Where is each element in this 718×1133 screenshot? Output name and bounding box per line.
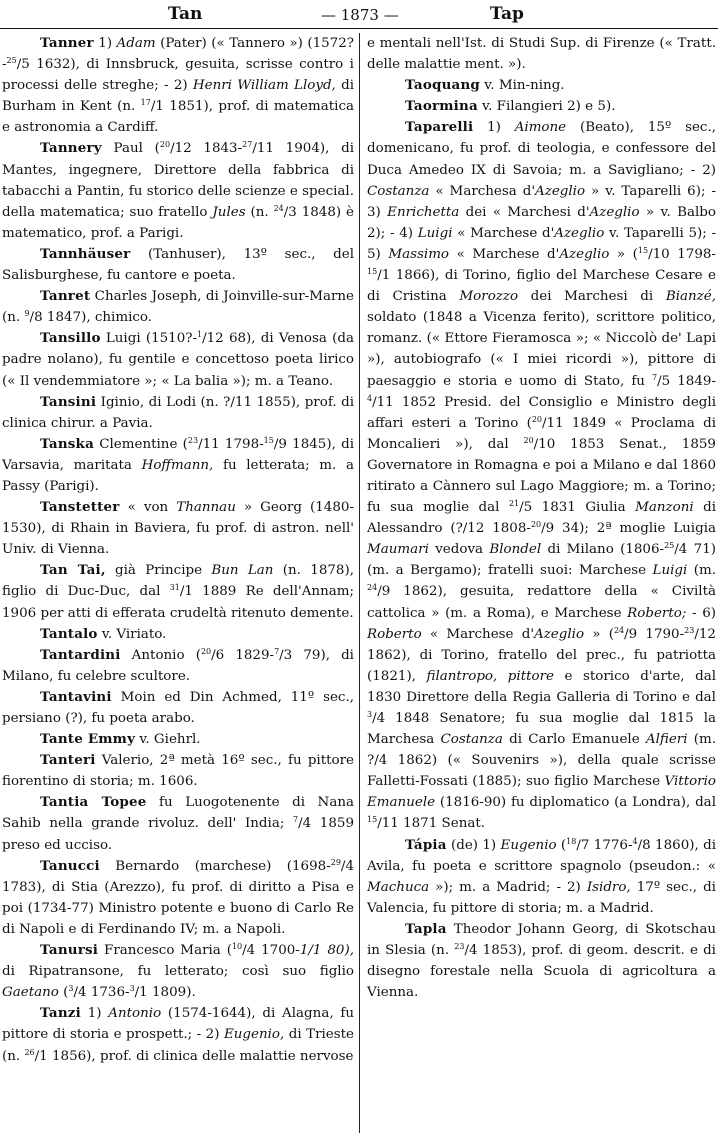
entry-text: (Pater) (« Tannero ») (1572?-: [2, 36, 354, 73]
superscript: 10: [231, 942, 243, 952]
left-column: [2, 33, 354, 1067]
entry-text: /3 79), di Milano, fu celebre scultore.: [2, 647, 354, 684]
entry-headword: Tanucci: [40, 857, 100, 874]
entry-text: /11 1904), di Mantes, ingegnere, Direttore della fabbrica di tabacchi a Pantin, fu storico delle scienze e special. della matematica; suo fratello: [2, 141, 355, 220]
italic-text: Azeglio: [589, 204, 640, 220]
italic-text: Aimone: [514, 120, 567, 136]
italic-text: Azeglio: [535, 183, 586, 199]
italic-text: Costanza: [440, 732, 503, 748]
italic-text: Vittorio Emanuele: [367, 774, 716, 811]
entry-text: /3 1848) è matematico, prof. a Parigi.: [2, 204, 354, 241]
entry-text: di Alessandro (?/12 1808-: [367, 500, 717, 537]
entry-text: (m.: [687, 563, 717, 579]
entry-headword: Tantavini: [40, 688, 112, 705]
right-column: [367, 33, 716, 1003]
entry-headword: Taormina: [405, 98, 478, 115]
superscript: 4: [367, 393, 373, 403]
entry-text: /11 1852 Presid. del Consiglio e Ministro degli affari esteri a Torino (: [367, 394, 716, 431]
italic-text: Isidro,: [586, 879, 631, 895]
entry-text: /7 1776-: [576, 837, 633, 853]
entry-text: v. Taparelli 5); - 5): [367, 225, 716, 262]
superscript: 20: [159, 140, 171, 150]
entry-text: /11 1849 « Proclama di Moncalieri »), dal: [367, 415, 716, 452]
superscript: 23: [187, 435, 199, 445]
dictionary-entry: [2, 560, 354, 623]
superscript: 31: [169, 583, 180, 593]
entry-text: /10 1853 Senat., 1859 Governatore in Romagna e poi a Milano e dal 1860 ritirato a Cànnero sul Lago Maggiore; m. a Torino; fu sua moglie dal: [367, 436, 716, 516]
entry-text: Bernardo (marchese) (1698-: [99, 858, 331, 874]
entry-headword: Tápia: [405, 836, 447, 853]
entry-text: /8 1860), di Avila, fu poeta e scrittore spagnolo (pseudon.: «: [367, 837, 717, 874]
superscript: 20: [530, 520, 542, 530]
entry-headword: Tantia Topee: [40, 794, 147, 811]
entry-text: » (: [584, 626, 614, 642]
dictionary-entry: [2, 244, 354, 286]
italic-text: Alfieri: [645, 732, 688, 748]
entry-text: » (: [609, 246, 638, 262]
entry-text: /5 1849-: [657, 373, 716, 389]
entry-text: /4 1783), di Stia (Arezzo), fu prof. di diritto a Pisa e poi (1734-77) Ministro potente e buono di Carlo Re di Napoli e di Ferdinando IV; m. a Napoli.: [2, 858, 354, 937]
superscript: 7: [293, 815, 299, 825]
entry-headword: Tapla: [405, 920, 447, 937]
superscript: 3: [68, 984, 74, 994]
dictionary-entry: [2, 792, 354, 855]
italic-text: Luigi: [417, 225, 453, 241]
superscript: 9: [24, 309, 30, 319]
italic-text: Costanza: [367, 183, 430, 199]
superscript: 3: [129, 984, 135, 994]
entry-text: di Milano (1806-: [541, 542, 665, 558]
italic-text: Manzoni: [635, 500, 694, 516]
entry-text: Charles Joseph, di Joinville-sur-Marne (n.: [2, 289, 354, 326]
entry-text: /4 1853), prof. di geom. descrit. e di disegno forestale nella Scuola di agricoltura a Vienna.: [367, 943, 716, 1001]
superscript: 17: [140, 98, 151, 108]
page-number: — 1873 —: [321, 6, 399, 24]
italic-text: Azeglio: [559, 246, 610, 262]
italic-text: Antonio: [108, 1006, 162, 1022]
italic-text: Bianzé,: [665, 289, 716, 305]
entry-headword: Tansillo: [40, 330, 101, 347]
dictionary-entry: [2, 624, 354, 645]
entry-text: dei Marchesi di: [518, 289, 666, 305]
superscript: 3: [367, 710, 373, 719]
entry-text: (1574-1644), di Alagna, fu pittore di storia e prospett.; - 2): [2, 1006, 354, 1043]
entry-text: » v. Balbo 2); - 4): [367, 204, 716, 241]
superscript: 21: [508, 499, 520, 509]
superscript: 24: [367, 583, 378, 593]
entry-text: (Tanhuser), 13º sec., del Salisburghese, fu cantore e poeta.: [2, 246, 354, 284]
entry-text: /4 1848 Senatore; fu sua moglie dal 1815 la Marchesa: [367, 711, 716, 748]
header-right-word: Tap: [490, 4, 524, 24]
italic-text: Machuca: [367, 879, 430, 895]
superscript: 15: [367, 815, 378, 825]
entry-text: /9 1845), di Varsavia, maritata: [2, 436, 354, 473]
italic-text: Massimo: [388, 246, 450, 262]
superscript: 1: [197, 330, 203, 340]
entry-text: /1 1856), prof. di clinica delle malattie nervose: [34, 1048, 354, 1064]
dictionary-entry: [2, 940, 354, 1003]
italic-text: Eugenio,: [223, 1027, 285, 1043]
dictionary-entry: [2, 286, 354, 328]
entry-headword: Tante Emmy: [40, 731, 136, 748]
entry-text: Antonio (: [120, 647, 201, 663]
superscript: 20: [200, 646, 212, 656]
entry-text: di Burham in Kent (n.: [2, 78, 355, 115]
entry-text: di Trieste (n.: [2, 1027, 355, 1064]
dictionary-entry: [367, 117, 716, 834]
dictionary-entry: [2, 729, 354, 750]
entry-text: /11 1798-: [198, 436, 264, 452]
entry-text: (Beato), 15º sec., domenicano, fu prof. di teologia, e confessore del Duca Amedeo IX di Savoia; m. a Savigliano; - 2): [367, 120, 716, 178]
italic-text: 1/1 80),: [299, 943, 354, 959]
entry-text: v. Viriato.: [97, 626, 167, 642]
superscript: 26: [24, 1047, 35, 1057]
entry-text: /4 1736-: [73, 985, 130, 1001]
entry-text: /11 1871 Senat.: [377, 816, 486, 832]
entry-text: »); m. a Madrid; - 2): [429, 879, 587, 895]
entry-headword: Tanstetter: [40, 499, 120, 516]
entry-headword: Tanska: [40, 435, 94, 452]
entry-text: (: [58, 985, 69, 1001]
italic-text: Bun Lan: [211, 563, 274, 579]
entry-text: (1816-90) fu diplomatico (a Londra), dal: [435, 795, 716, 811]
entry-text: » v. Taparelli 6); - 3): [367, 183, 716, 220]
entry-headword: Tan Tai,: [40, 562, 106, 579]
italic-text: Henri William Lloyd,: [192, 78, 336, 94]
dictionary-entry: [2, 645, 354, 687]
entry-text: /12 68), di Venosa (da padre nolano), fu gentile e concettoso poeta lirico (« Il vendemmiatore »; « La balia »); m. a Teano.: [2, 331, 354, 389]
superscript: 27: [242, 140, 253, 150]
entry-headword: Tantalo: [40, 625, 98, 642]
entry-text: /5 1632), di Innsbruck, gesuita, scrisse contro i processi delle streghe; - 2): [2, 57, 354, 94]
entry-text: e mentali nell'Ist. di Studi Sup. di Firenze (« Tratt. delle malattie ment. »).: [367, 36, 716, 73]
entry-text: di Carlo Emanuele: [502, 732, 646, 748]
column-divider: [359, 33, 360, 1133]
dictionary-entry: [2, 328, 354, 391]
entry-text: vedova: [428, 542, 490, 558]
dictionary-entry: [367, 919, 716, 1003]
dictionary-entry: [2, 33, 354, 138]
entry-text: /9 34); 2ª moglie Luigia: [541, 521, 716, 537]
entry-text: » Georg (1480-1530), di Rhain in Baviera, fu prof. di astron. nell' Univ. di Vienna.: [2, 500, 354, 558]
italic-text: Jules: [212, 204, 246, 220]
superscript: 25: [664, 541, 675, 551]
entry-text: /12 1862), di Torino, fratello del prec., fu patriotta (1821),: [367, 626, 716, 684]
superscript: 18: [566, 836, 577, 846]
entry-text: /1 1866), di Torino, figlio del Marchese Cesare e di Cristina: [367, 268, 716, 305]
entry-text: di Ripatransone, fu letterato; così suo figlio: [2, 964, 354, 980]
entry-text: (m. ?/4 1862) (« Souvenirs »), della quale scrisse Falletti-Fossati (1885); suo figlio Marchese: [367, 732, 716, 790]
entry-text: - 6): [686, 605, 716, 621]
entry-text: e storico d'arte, dal 1830 Direttore della Regia Galleria di Torino e dal: [367, 668, 716, 705]
dictionary-entry: [2, 434, 354, 497]
entry-text: fu letterata; m. a Passy (Parigi).: [2, 457, 354, 494]
entry-text: Luigi (1510?-: [100, 331, 198, 347]
dictionary-entry: [2, 392, 354, 434]
superscript: 7: [274, 646, 280, 656]
entry-text: 1): [80, 1006, 109, 1022]
entry-text: /1 1809).: [134, 985, 196, 1001]
entry-text: v. Min-ning.: [480, 78, 565, 94]
entry-headword: Tannhäuser: [40, 245, 131, 262]
dictionary-entry: [367, 835, 716, 919]
entry-headword: Tanret: [40, 288, 91, 305]
entry-text: /8 1847), chimico.: [29, 310, 153, 326]
italic-text: Roberto;: [627, 605, 687, 621]
entry-headword: Tanner: [40, 35, 94, 51]
header-rule: [0, 28, 718, 29]
italic-text: Roberto: [367, 626, 422, 642]
entry-text: v. Filangieri 2) e 5).: [477, 99, 616, 115]
entry-headword: Tanteri: [40, 752, 96, 769]
superscript: 23: [454, 942, 465, 952]
superscript: 23: [684, 625, 695, 635]
entry-text: v. Giehrl.: [135, 732, 201, 748]
entry-text: /5 1831 Giulia: [519, 500, 636, 516]
dictionary-entry: [2, 1003, 354, 1066]
entry-text: Iginio, di Lodi (n. ?/11 1855), prof. di clinica chirur. a Pavia.: [2, 394, 354, 431]
entry-text: dei « Marchesi d': [459, 204, 590, 220]
dictionary-entry: [367, 33, 716, 75]
superscript: 4: [632, 836, 638, 846]
entry-headword: Taparelli: [405, 119, 474, 136]
entry-text: (de) 1): [446, 837, 501, 853]
superscript: 7: [652, 372, 658, 382]
entry-text: /9 1862), gesuita, redattore della « Civiltà cattolica » (m. a Roma), e Marchese: [367, 584, 716, 621]
entry-text: Francesco Maria (: [98, 943, 232, 959]
entry-text: Moin ed Din Achmed, 11º sec., persiano (?), fu poeta arabo.: [2, 689, 354, 726]
italic-text: Enrichetta: [387, 204, 460, 220]
italic-text: Azeglio: [534, 626, 585, 642]
entry-text: « Marchese d': [421, 626, 535, 642]
entry-text: 1): [93, 36, 117, 51]
dictionary-entry: [367, 75, 716, 96]
entry-text: /4 1859 preso ed ucciso.: [2, 816, 355, 853]
superscript: 20: [531, 414, 543, 424]
entry-text: « Marchese d': [452, 225, 555, 241]
dictionary-entry: [2, 687, 354, 729]
superscript: 20: [523, 435, 534, 445]
italic-text: Blondel: [489, 542, 542, 558]
entry-text: « Marchesa d': [429, 183, 536, 199]
superscript: 15: [263, 435, 274, 445]
italic-text: Morozzo: [459, 289, 519, 305]
entry-text: Valerio, 2ª metà 16º sec., fu pittore fiorentino di storia; m. 1606.: [2, 753, 354, 790]
entry-text: soldato (1848 a Vicenza ferito), scrittore politico, romanz. (« Ettore Fieramosca »; « Niccolò de' Lapi »), autobiografo (« I miei ricordi »), pittore di paesaggio e storia e uomo di Stato, fu: [367, 310, 716, 389]
entry-text: Theodor Johann Georg, di Skotschau in Slesia (n.: [367, 921, 716, 959]
entry-headword: Tansini: [40, 393, 97, 410]
italic-text: Gaetano: [2, 985, 59, 1001]
entry-headword: Tanursi: [40, 942, 99, 959]
entry-text: già Principe: [105, 563, 212, 579]
entry-text: /9 1790-: [624, 626, 685, 642]
entry-text: Paul (: [101, 141, 160, 157]
entry-headword: Tanzi: [40, 1005, 81, 1022]
italic-text: Maumari: [367, 542, 429, 558]
italic-text: Hoffmann,: [141, 457, 214, 473]
entry-text: 17º sec., di Valencia, fu pittore di storia; m. a Madrid.: [367, 879, 716, 916]
entry-text: (n. 1878), figlio di Duc-Duc, dal: [2, 563, 354, 600]
superscript: 24: [613, 625, 625, 635]
italic-text: Adam: [116, 36, 156, 51]
entry-text: (: [556, 837, 567, 853]
italic-text: Eugenio: [500, 837, 557, 853]
superscript: 25: [6, 56, 17, 66]
italic-text: Luigi: [652, 563, 688, 579]
entry-text: /1 1889 Re dell'Annam; 1906 per atti di efferata crudeltà ritenuto demente.: [2, 584, 355, 621]
entry-text: (n.: [245, 204, 274, 220]
dictionary-entry: [367, 96, 716, 117]
entry-headword: Tannery: [40, 140, 102, 157]
entry-text: /10 1798-: [648, 246, 716, 262]
italic-text: filantropo, pittore: [426, 668, 554, 684]
dictionary-entry: [2, 750, 354, 792]
dictionary-entry: [2, 497, 354, 560]
superscript: 15: [367, 267, 378, 277]
superscript: 24: [273, 203, 284, 213]
entry-text: « Marchese d': [449, 246, 560, 262]
entry-text: /12 1843-: [170, 141, 243, 157]
entry-headword: Tantardini: [40, 646, 121, 663]
entry-text: 1): [473, 120, 515, 136]
dictionary-entry: [2, 138, 354, 243]
entry-text: « von: [119, 500, 177, 516]
entry-text: Clementine (: [93, 436, 188, 452]
entry-text: /4 71) (m. a Bergamo); fratelli suoi: Marchese: [367, 542, 716, 579]
header-left-word: Tan: [168, 4, 203, 24]
italic-text: Thannau: [176, 500, 236, 516]
superscript: 29: [330, 857, 341, 867]
entry-text: /4 1700-: [242, 943, 300, 959]
entry-headword: Taoquang: [405, 77, 481, 94]
superscript: 15: [637, 245, 649, 255]
dictionary-entry: [2, 856, 354, 940]
entry-text: /1 1851), prof. di matematica e astronomia a Cardiff.: [2, 99, 354, 136]
page-header: [0, 0, 718, 30]
entry-text: fu Luogotenente di Nana Sahib nella grande rivoluz. dell' India;: [2, 795, 354, 832]
italic-text: Azeglio: [554, 225, 605, 241]
entry-text: /6 1829-: [211, 647, 275, 663]
